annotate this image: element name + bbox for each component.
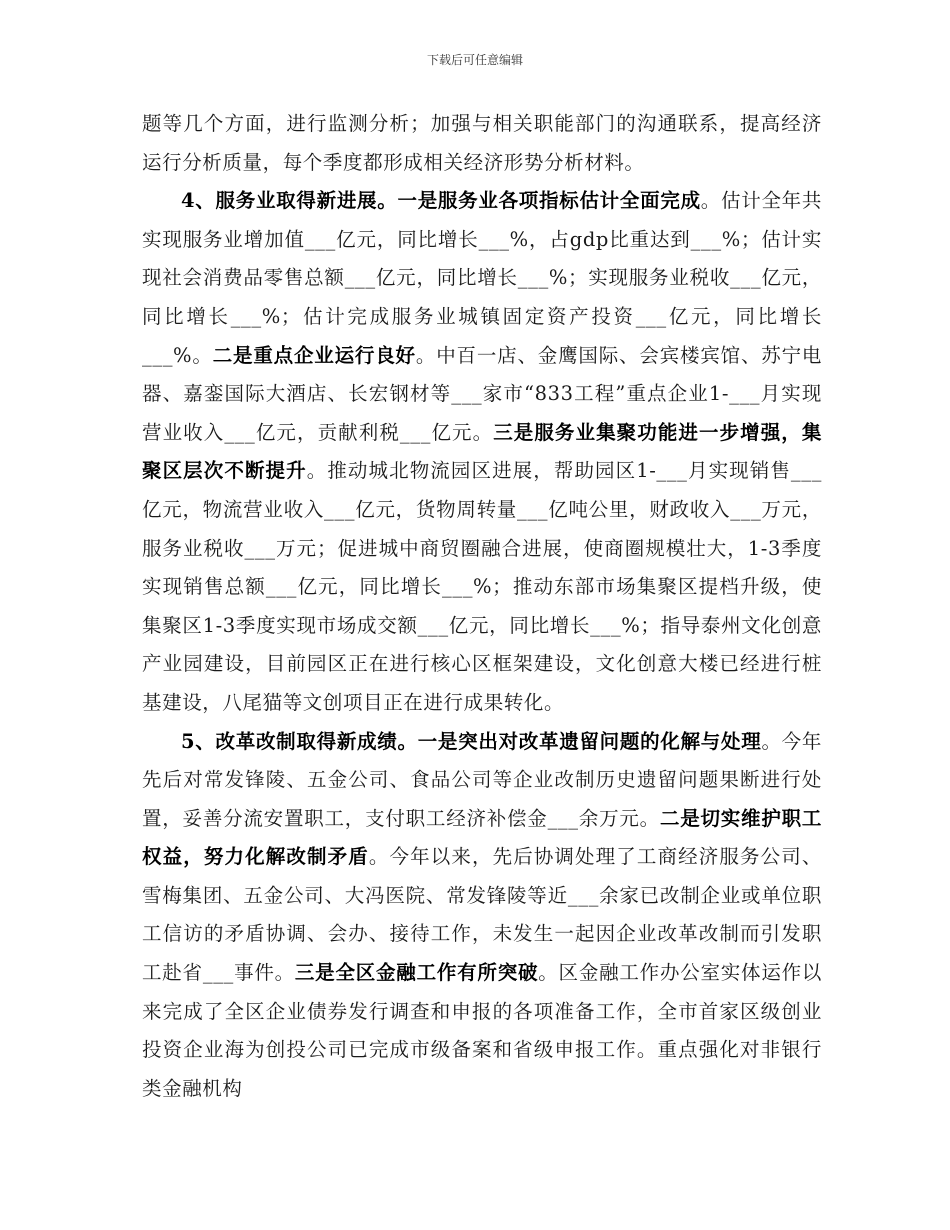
page-header: 下载后可任意编辑	[426, 53, 523, 67]
paragraph-text: 。区金融工作办公室实体运作以来完成了全区企业债券发行调查和申报的各项准备工作，全市首家区级创业投资企业海为创投公司已完成市级备案和省级申报工作。重点强化对非银行类金融机构	[142, 961, 822, 1100]
paragraph-reform	[142, 723, 822, 1109]
paragraph-continuation	[142, 105, 822, 182]
bold-heading: 5、改革改制取得新成绩。一是突出对改革遗留问题的化解与处理	[181, 729, 762, 753]
paragraph-text: 。估计全年共实现服务业增加值___亿元，同比增长___%，占gdp比重达到___%；估计实现社会消费品零售总额___亿元，同比增长___%；实现服务业税收___亿元，同比增长___%；估计完成服务业城镇固定资产投资___亿元，同比增长___%。	[142, 189, 822, 367]
paragraph-service-industry	[142, 182, 822, 722]
document-body	[142, 105, 822, 1108]
bold-heading: 三是全区金融工作有所突破	[294, 961, 539, 985]
bold-heading: 二是切实维护职工权益，努力化解改制矛盾	[142, 806, 822, 869]
bold-heading: 4、服务业取得新进展。一是服务业各项指标估计全面完成	[181, 189, 701, 213]
paragraph-text: 。今年先后对常发锋陵、五金公司、食品公司等企业改制历史遗留问题果断进行处置，妥善分流安置职工，支付职工经济补偿金___余万元。	[142, 729, 822, 830]
paragraph-text: 。今年以来，先后协调处理了工商经济服务公司、雪梅集团、五金公司、大冯医院、常发锋陵等近___余家已改制企业或单位职工信访的矛盾协调、会办、接待工作，未发生一起因企业改革改制而引发职工赴省___事件。	[142, 845, 822, 985]
paragraph-text: 。推动城北物流园区进展，帮助园区1-___月实现销售___亿元，物流营业收入___亿元，货物周转量___亿吨公里，财政收入___万元，服务业税收___万元；促进城中商贸圈融合进展，使商圈规模壮大，1-3季度实现销售总额___亿元，同比增长___%；推动东部市场集聚区提档升级，使集聚区1-3季度实现市场成交额___亿元，同比增长___%；指导泰州文化创意产业园建设，目前园区正在进行核心区框架建设，文化创意大楼已经进行桩基建设，八尾猫等文创项目正在进行成果转化。	[142, 459, 822, 714]
bold-heading: 三是服务业集聚功能进一步增强，集聚区层次不断提升	[142, 420, 822, 483]
bold-heading: 二是重点企业运行良好	[212, 343, 416, 367]
paragraph-text: 。中百一店、金鹰国际、会宾楼宾馆、苏宁电器、嘉銮国际大酒店、长宏钢材等___家市“833工程”重点企业1-___月实现营业收入___亿元，贡献利税___亿元。	[142, 343, 822, 444]
paragraph-text: 题等几个方面，进行监测分析；加强与相关职能部门的沟通联系，提高经济运行分析质量，每个季度都形成相关经济形势分析材料。	[142, 112, 822, 174]
